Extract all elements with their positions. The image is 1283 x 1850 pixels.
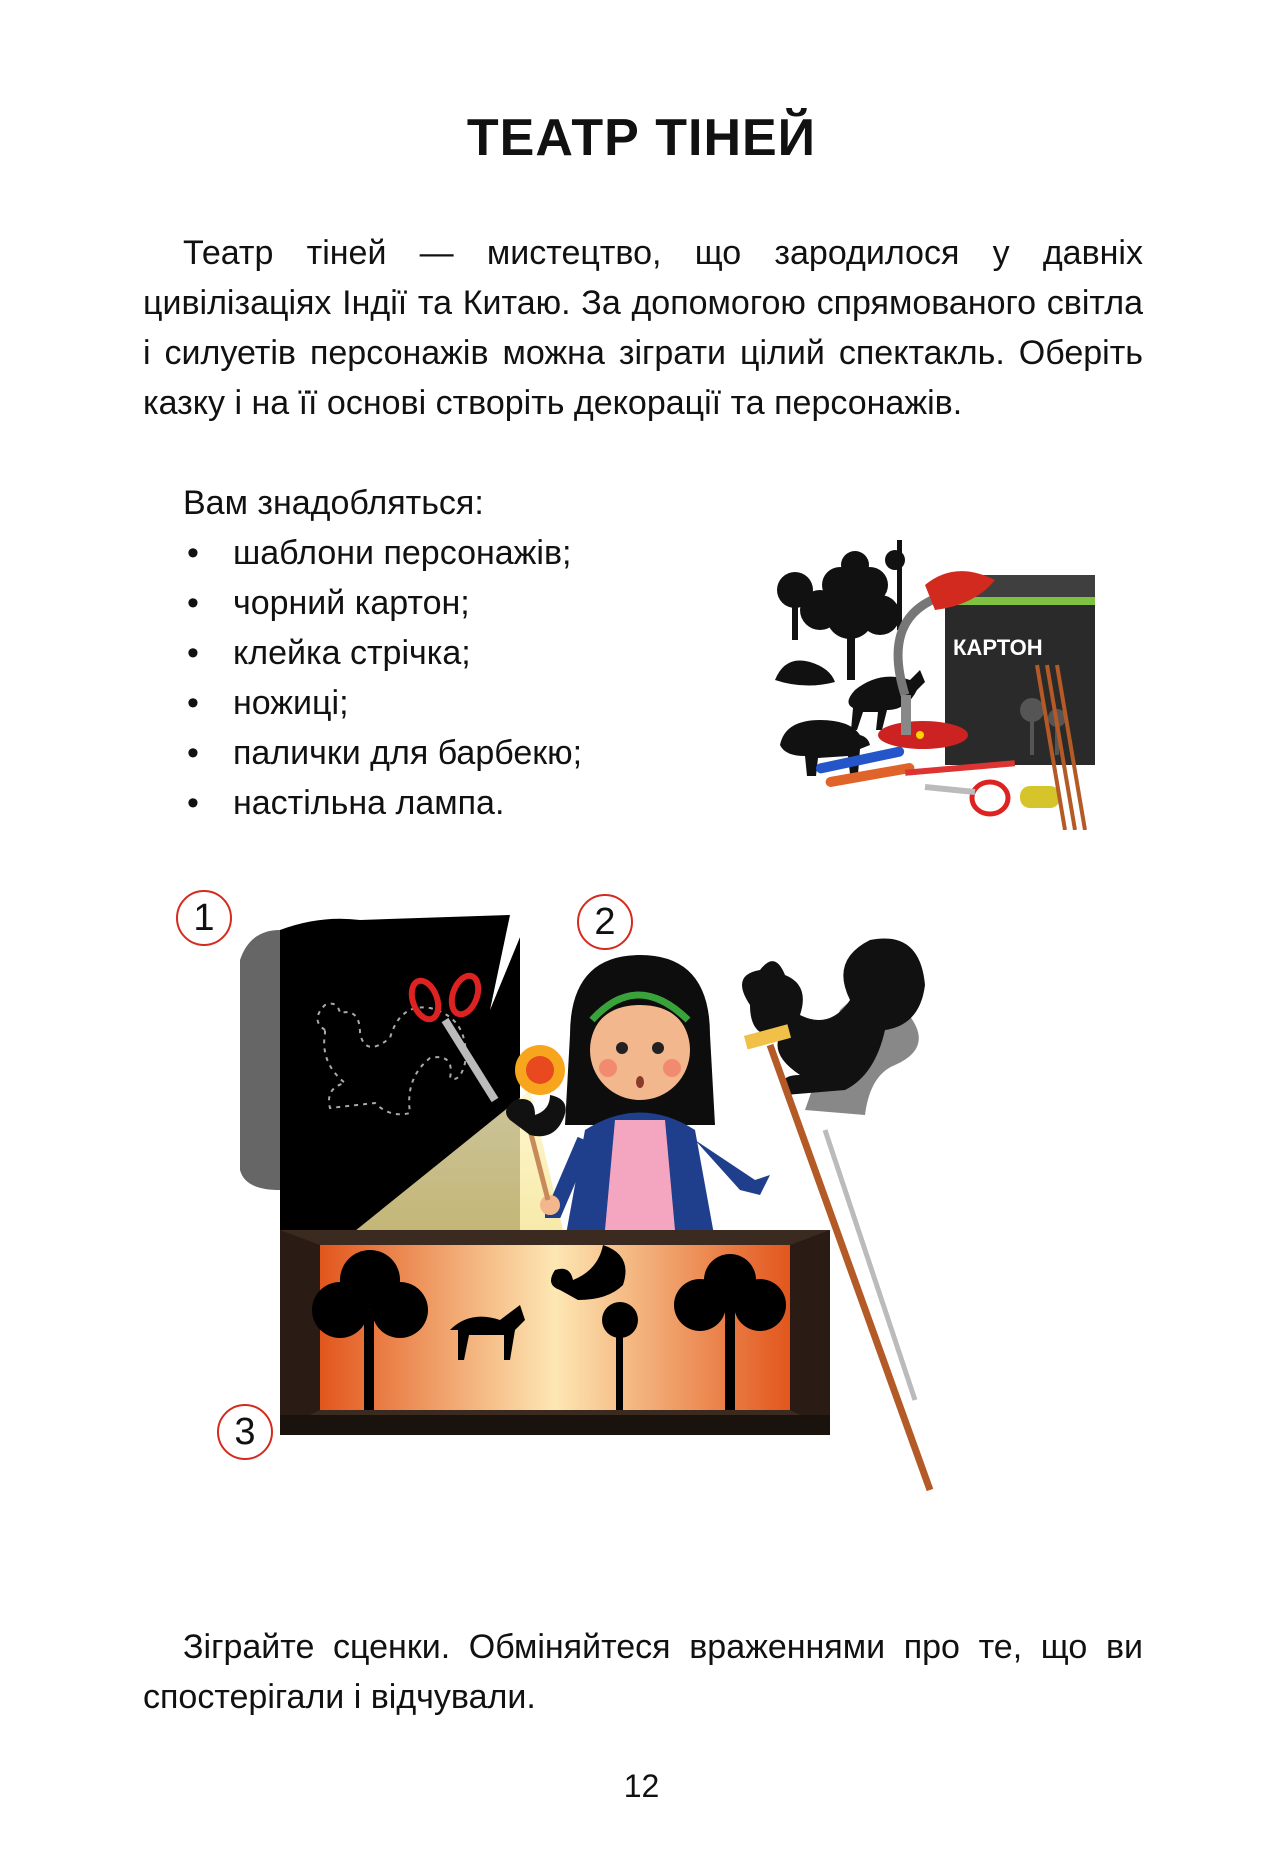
steps-artwork <box>190 900 1120 1590</box>
tree-silhouettes <box>777 540 905 680</box>
materials-heading: Вам знадобляться: <box>183 484 484 522</box>
list-item: • шаблони персонажів; <box>183 528 582 578</box>
list-item: • палички для барбекю; <box>183 728 582 778</box>
list-item: • ножиці; <box>183 678 582 728</box>
beaver-silhouette <box>775 660 835 685</box>
outro-paragraph <box>143 1622 1143 1722</box>
cardboard-label: КАРТОН <box>953 635 1043 660</box>
step-number-badge: 3 <box>217 1404 273 1460</box>
steps-illustration <box>190 897 1120 1590</box>
step-number-badge: 2 <box>577 894 633 950</box>
fox-silhouette <box>848 670 925 730</box>
supplies-illustration <box>775 530 1095 830</box>
page-title: ТЕАТР ТІНЕЙ <box>466 109 817 167</box>
materials-list <box>183 528 582 828</box>
girl-figure <box>506 955 770 1240</box>
outro-text: Зіграйте сценки. Обміняйтеся враженнями про те, що ви спостерігали і відчували. <box>143 1628 1143 1716</box>
tape-roll <box>1020 786 1060 808</box>
step-number-badge: 1 <box>176 890 232 946</box>
list-item: • настільна лампа. <box>183 778 582 828</box>
page-number: 12 <box>623 1768 660 1804</box>
intro-paragraph <box>143 228 1143 428</box>
scissors-icon <box>972 782 1008 814</box>
list-item: • чорний картон; <box>183 578 582 628</box>
list-item: • клейка стрічка; <box>183 628 582 678</box>
shadow-stage <box>280 1230 830 1435</box>
intro-text: Театр тіней — мистецтво, що зародилося у давніх цивілізаціях Індії та Китаю. За допомогою спрямованого світла і силуетів персонажів можна зіграти цілий спектакль. Оберіть казку і на її основі створіть декорації та персонажів. <box>143 234 1143 422</box>
